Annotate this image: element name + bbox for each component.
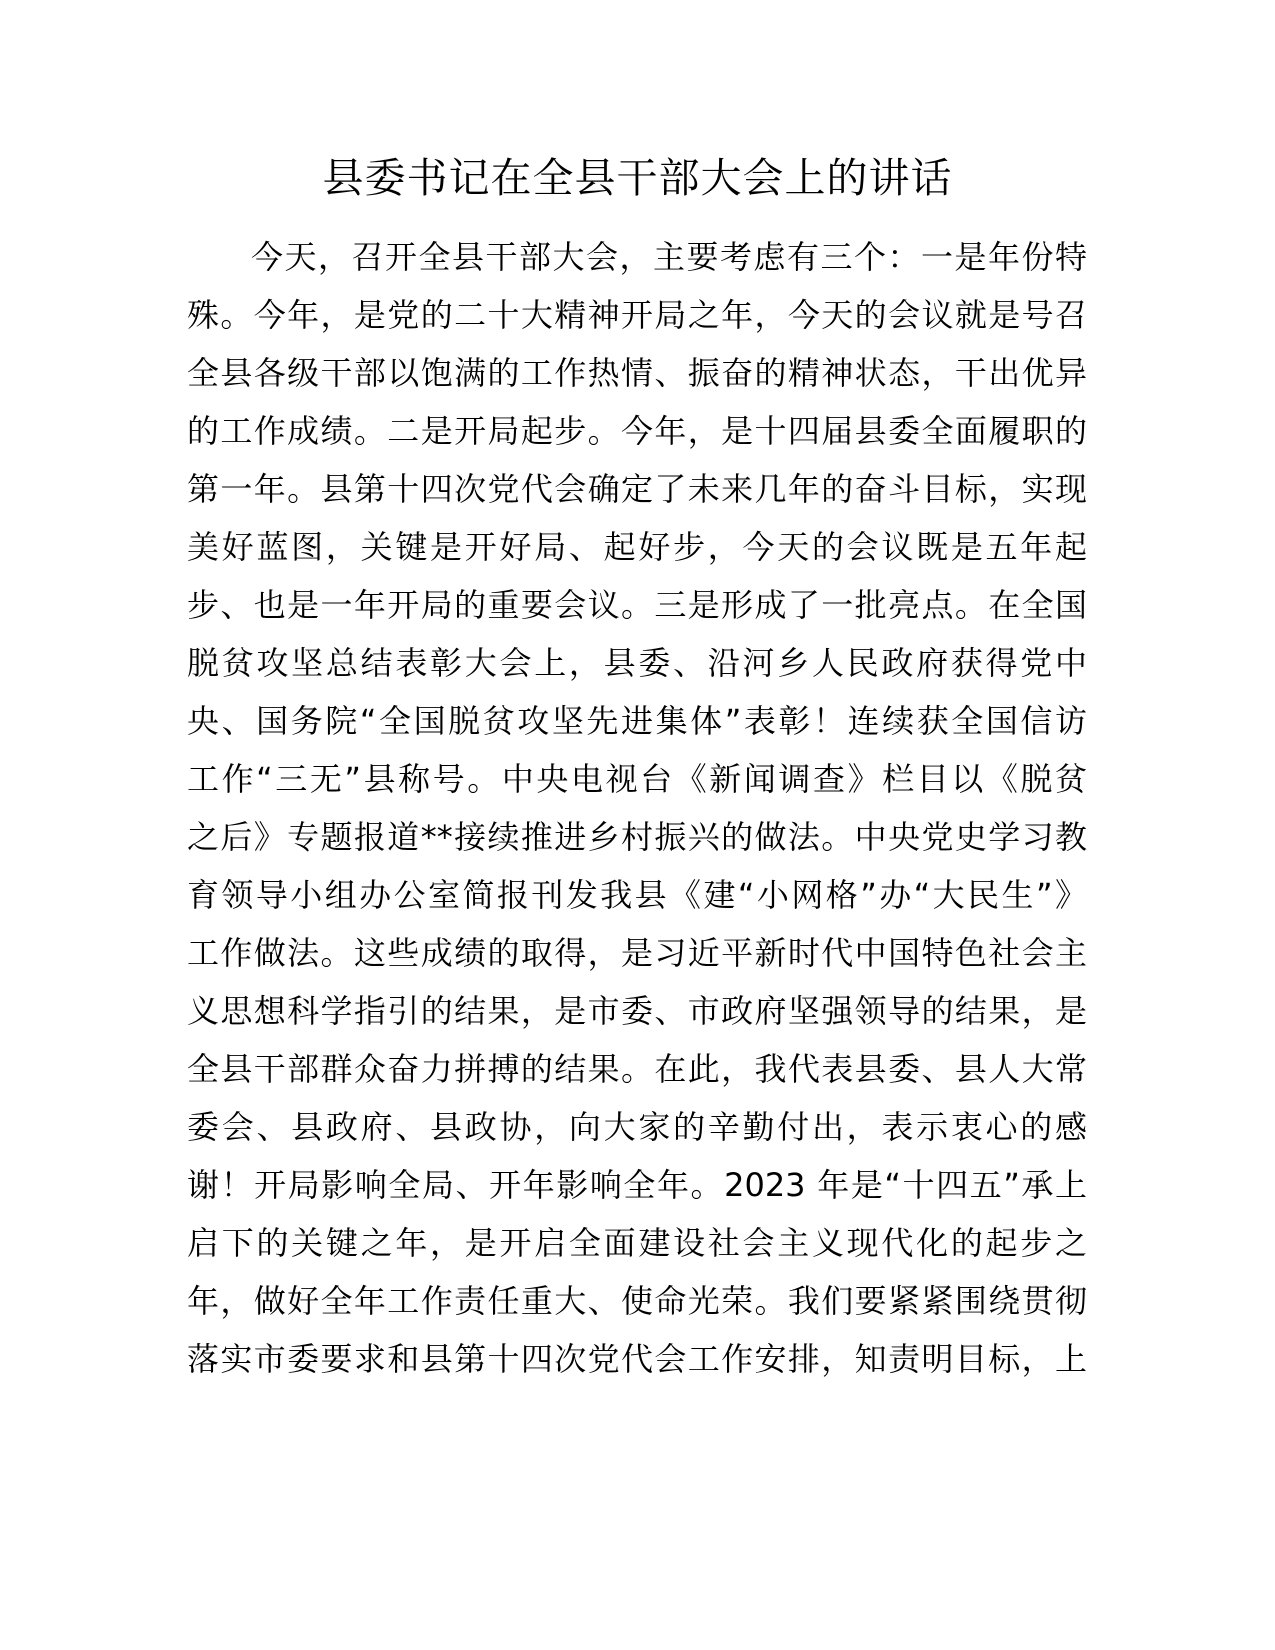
document-body [187, 228, 1087, 1388]
body-line: 央、国务院“全国脱贫攻坚先进集体”表彰！连续获全国信访 [187, 702, 1087, 740]
body-line: 启下的关键之年，是开启全面建设社会主义现代化的起步之 [187, 1224, 1087, 1262]
body-line: 落实市委要求和县第十四次党代会工作安排，知责明目标，上 [187, 1340, 1087, 1378]
body-line: 殊。今年，是党的二十大精神开局之年，今天的会议就是号召 [187, 296, 1087, 334]
body-line: 义思想科学指引的结果，是市委、市政府坚强领导的结果，是 [187, 992, 1087, 1030]
body-line: 的工作成绩。二是开局起步。今年，是十四届县委全面履职的 [187, 412, 1087, 450]
body-line: 美好蓝图，关键是开好局、起好步，今天的会议既是五年起 [187, 528, 1087, 566]
body-line: 工作做法。这些成绩的取得，是习近平新时代中国特色社会主 [187, 934, 1087, 972]
body-line: 第一年。县第十四次党代会确定了未来几年的奋斗目标，实现 [187, 470, 1087, 508]
body-line: 谢！开局影响全局、开年影响全年。2023 年是“十四五”承上 [187, 1166, 1087, 1204]
body-line: 脱贫攻坚总结表彰大会上，县委、沿河乡人民政府获得党中 [187, 644, 1087, 682]
document-title: 县委书记在全县干部大会上的讲话 [322, 154, 953, 202]
body-line: 工作“三无”县称号。中央电视台《新闻调查》栏目以《脱贫 [187, 760, 1087, 798]
body-line: 育领导小组办公室简报刊发我县《建“小网格”办“大民生”》 [187, 876, 1087, 914]
body-line: 委会、县政府、县政协，向大家的辛勤付出，表示衷心的感 [187, 1108, 1087, 1146]
body-line: 步、也是一年开局的重要会议。三是形成了一批亮点。在全国 [187, 586, 1087, 624]
body-line: 今天，召开全县干部大会，主要考虑有三个：一是年份特 [251, 238, 1087, 276]
body-line: 之后》专题报道**接续推进乡村振兴的做法。中央党史学习教 [187, 818, 1087, 856]
body-line: 全县干部群众奋力拼搏的结果。在此，我代表县委、县人大常 [187, 1050, 1087, 1088]
body-line: 全县各级干部以饱满的工作热情、振奋的精神状态，干出优异 [187, 354, 1087, 392]
body-line: 年，做好全年工作责任重大、使命光荣。我们要紧紧围绕贯彻 [187, 1282, 1087, 1320]
